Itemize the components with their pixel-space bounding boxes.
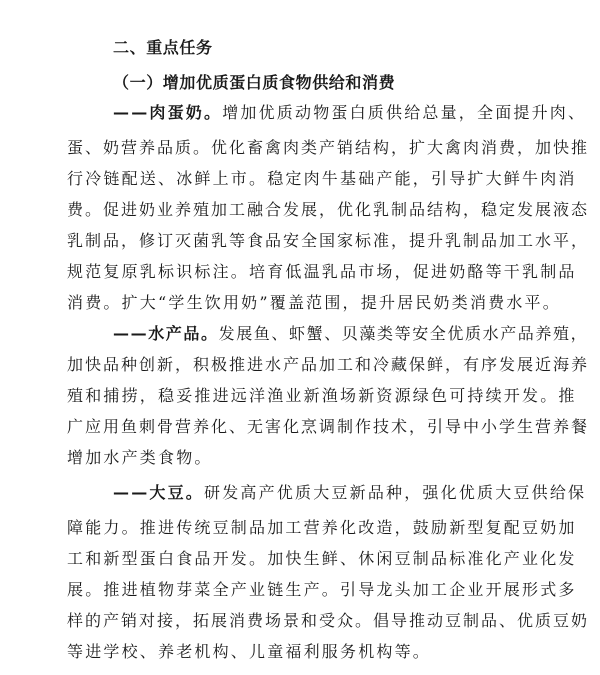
paragraph-lead: ——大豆。: [113, 483, 205, 502]
paragraph-lead: ——肉蛋奶。: [113, 103, 223, 122]
paragraph-text-line: 加快品种创新，积极推进水产品加工和冷藏保鲜，有序发展近海养: [67, 355, 590, 374]
paragraph-text-line: 广应用鱼刺骨营养化、无害化烹调制作技术，引导中小学生营养餐: [67, 417, 590, 436]
paragraph-text-line: 展。推进植物芽菜全产业链生产。引导龙头加工企业开展形式多: [67, 580, 577, 599]
paragraph-text-line: 研发高产优质大豆新品种，强化优质大豆供给保: [204, 483, 587, 502]
paragraph-lead: ——水产品。: [113, 324, 219, 343]
paragraph-text-line: 蛋、奶营养品质。优化畜禽肉类产销结构，扩大禽肉消费，加快推: [67, 138, 590, 157]
paragraph-meat-egg-milk-first-line: [113, 103, 586, 123]
paragraph-text-line: 增加水产类食物。: [67, 448, 213, 467]
paragraph-text-line: 费。促进奶业养殖加工融合发展，优化乳制品结构，稳定发展液态: [67, 200, 590, 219]
paragraph-text-line: 行冷链配送、冰鲜上市。稳定肉牛基础产能，引导扩大鲜牛肉消: [67, 169, 577, 188]
paragraph-text-line: 等进学校、养老机构、儿童福利服务机构等。: [67, 642, 432, 661]
paragraph-aquatic-first-line: [113, 324, 588, 344]
paragraph-text-line: 发展鱼、虾蟹、贝藻类等安全优质水产品养殖，: [218, 324, 589, 343]
paragraph-soybean-first-line: [113, 483, 586, 503]
paragraph-text-line: 乳制品，修订灭菌乳等食品安全国家标准，提升乳制品加工水平，: [67, 231, 590, 250]
paragraph-text-line: 增加优质动物蛋白质供给总量，全面提升肉、: [222, 103, 587, 122]
paragraph-text-line: 样的产销对接，拓展消费场景和受众。倡导推动豆制品、优质豆奶: [67, 611, 590, 630]
paragraph-text-line: 工和新型蛋白食品开发。加快生鲜、休闲豆制品标准化产业化发: [67, 549, 577, 568]
paragraph-text-line: 障能力。推进传统豆制品加工营养化改造，鼓励新型复配豆奶加: [67, 518, 577, 537]
paragraph-text-line: 消费。扩大“学生饮用奶”覆盖范围，提升居民奶类消费水平。: [67, 293, 561, 312]
section-heading: 二、重点任务: [113, 38, 213, 57]
paragraph-text-line: 规范复原乳标识标注。培育低温乳品市场，促进奶酪等干乳制品: [67, 262, 577, 281]
subsection-heading: （一）增加优质蛋白质食物供给和消费: [113, 73, 396, 92]
paragraph-text-line: 殖和捕捞，稳妥推进远洋渔业新渔场新资源绿色可持续开发。推: [67, 386, 577, 405]
